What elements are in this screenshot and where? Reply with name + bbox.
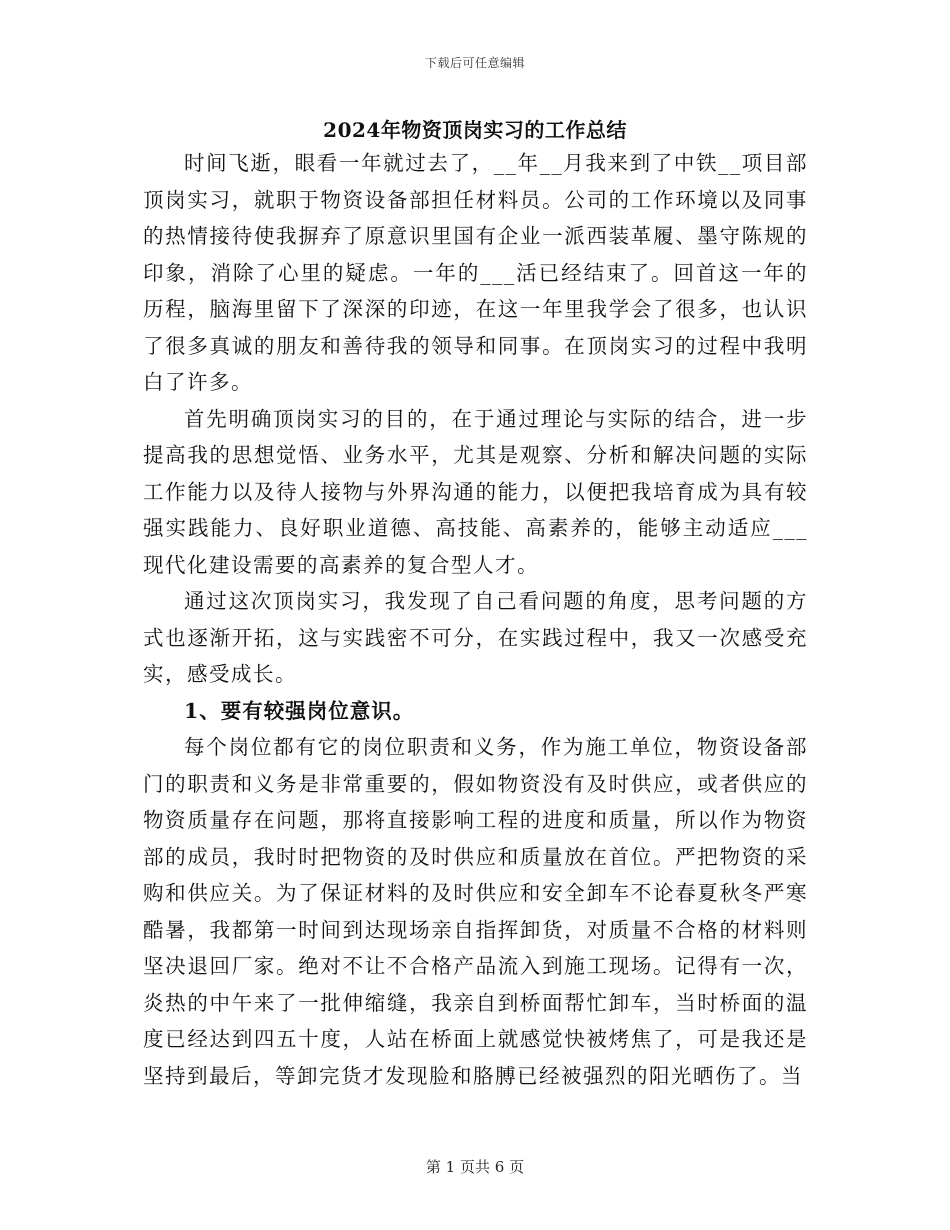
document-body — [143, 145, 808, 1094]
document-title: 2024年物资顶岗实习的工作总结 — [323, 118, 627, 142]
paragraph-growth: 通过这次顶岗实习，我发现了自己看问题的角度，思考问题的方式也逐渐开拓，这与实践密不可分，在实践过程中，我又一次感受充实，感受成长。 — [143, 589, 808, 686]
section-heading: 1、要有较强岗位意识。 — [184, 698, 415, 723]
paragraph-responsibility: 每个岗位都有它的岗位职责和义务，作为施工单位，物资设备部门的职责和义务是非常重要的，假如物资没有及时供应，或者供应的物资质量存在问题，那将直接影响工程的进度和质量，所以作为物资部的成员，我时时把物资的及时供应和质量放在首位。严把物资的采购和供应关。为了保证材料的及时供应和安全卸车不论春夏秋冬严寒酷暑，我都第一时间到达现场亲自指挥卸货，对质量不合格的材料则坚决退回厂家。绝对不让不合格产品流入到施工现场。记得有一次，炎热的中午来了一批伸缩缝，我亲自到桥面帮忙卸车，当时桥面的温度已经达到四五十度，人站在桥面上就感觉快被烤焦了，可是我还是坚持到最后，等卸完货才发现脸和胳膊已经被强烈的阳光晒伤了。当 — [143, 735, 808, 1088]
paragraph-intro: 时间飞逝，眼看一年就过去了，__年__月我来到了中铁__项目部顶岗实习，就职于物资设备部担任材料员。公司的工作环境以及同事的热情接待使我摒弃了原意识里国有企业一派西装革履、墨守陈规的印象，消除了心里的疑虑。一年的___活已经结束了。回首这一年的历程，脑海里留下了深深的印迹，在这一年里我学会了很多，也认识了很多真诚的朋友和善待我的领导和同事。在顶岗实习的过程中我明白了许多。 — [143, 151, 808, 394]
page-header-note: 下载后可任意编辑 — [424, 56, 525, 70]
paragraph-purpose: 首先明确顶岗实习的目的，在于通过理论与实际的结合，进一步提高我的思想觉悟、业务水平，尤其是观察、分析和解决问题的实际工作能力以及待人接物与外界沟通的能力，以便把我培育成为具有较强实践能力、良好职业道德、高技能、高素养的，能够主动适应___现代化建设需要的高素养的复合型人才。 — [143, 406, 808, 577]
page-number: 第 1 页共 6 页 — [425, 1158, 525, 1176]
